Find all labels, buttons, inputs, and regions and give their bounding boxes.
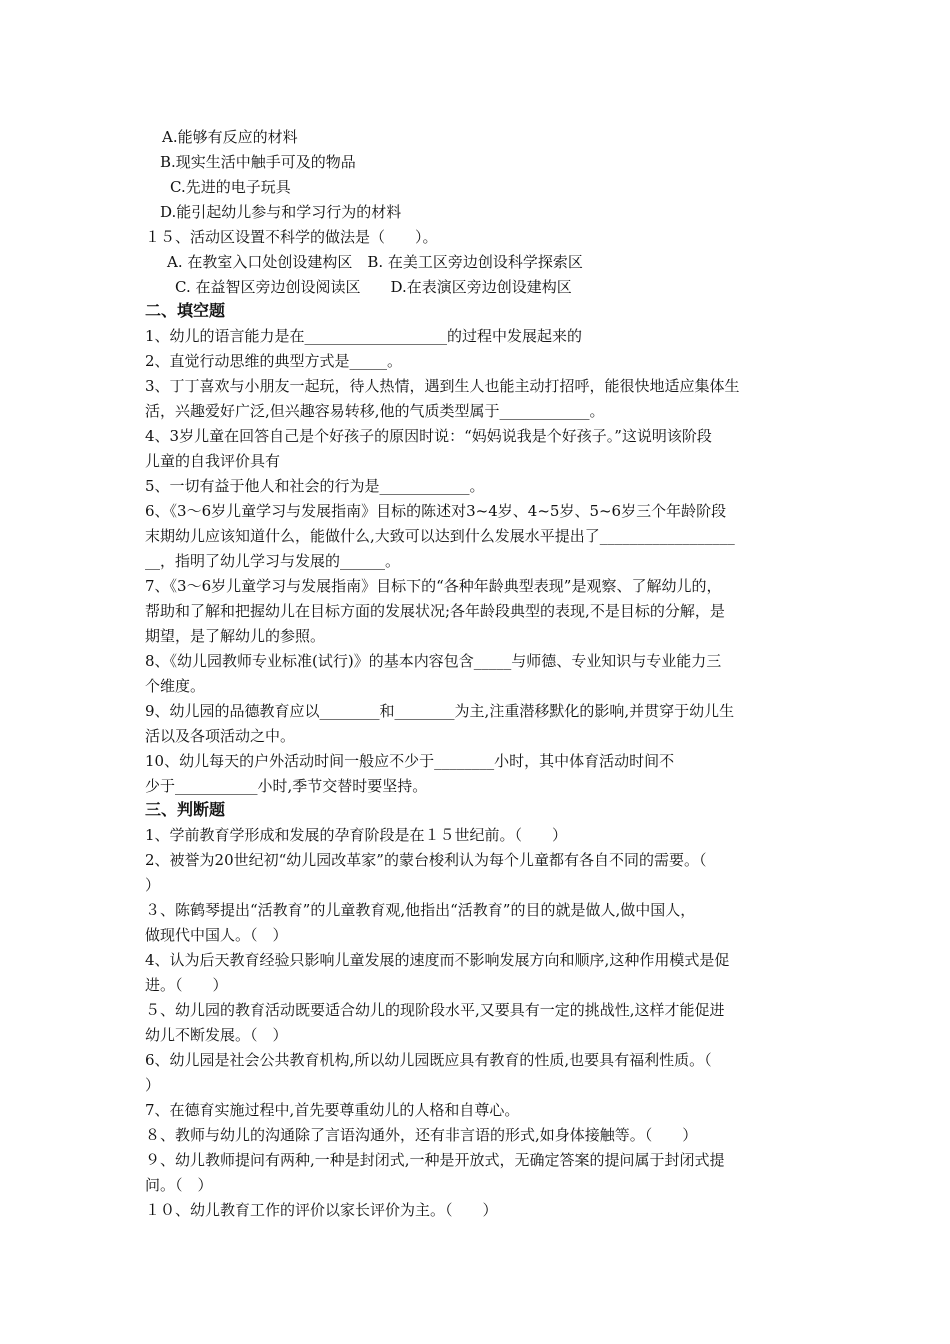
section-heading-fill-in: 二、填空题 (145, 301, 226, 320)
true-false-line: １０、幼儿教育工作的评价以家长评价为主。（ ） (145, 1201, 498, 1219)
fill-in-line: 儿童的自我评价具有 (145, 452, 281, 470)
fill-in-line: 1、幼儿的语言能力是在___________________的过程中发展起来的 (145, 327, 583, 345)
true-false-line: 幼儿不断发展。（ ） (145, 1026, 288, 1044)
fill-in-line: 9、幼儿园的品德教育应以________和________为主,注重潜移默化的影响,并贯穿于幼儿生 (145, 702, 735, 720)
true-false-line: 问。（ ） (145, 1176, 213, 1194)
true-false-line: ） (145, 1076, 161, 1094)
fill-in-line: 5、一切有益于他人和社会的行为是____________。 (145, 477, 485, 495)
q15-options-row-1: A. 在教室入口处创设建构区 B. 在美工区旁边创设科学探索区 (167, 253, 583, 271)
true-false-line: ８、教师与幼儿的沟通除了言语沟通外，还有非言语的形式,如身体接触等。（ ） (145, 1126, 698, 1144)
true-false-line: ５、幼儿园的教育活动既要适合幼儿的现阶段水平,又要具有一定的挑战性,这样才能促进 (145, 1001, 725, 1019)
true-false-line: ９、幼儿教师提问有两种,一种是封闭式,一种是开放式，无确定答案的提问属于封闭式提 (145, 1151, 725, 1169)
q14-option-a: A.能够有反应的材料 (162, 128, 298, 146)
fill-in-line: 个维度。 (145, 677, 206, 695)
q15-question: １５、活动区设置不科学的做法是（ ）。 (145, 228, 438, 246)
fill-in-line: 4、3岁儿童在回答自己是个好孩子的原因时说：“妈妈说我是个好孩子。”这说明该阶段 (145, 427, 712, 445)
fill-in-line: 6、《3～6岁儿童学习与发展指南》目标的陈述对3~4岁、4~5岁、5~6岁三个年龄阶段 (145, 502, 727, 520)
fill-in-line: 10、幼儿每天的户外活动时间一般应不少于________小时，其中体育活动时间不 (145, 752, 675, 770)
fill-in-line: 末期幼儿应该知道什么，能做什么,大致可以达到什么发展水平提出了__________________ (145, 527, 735, 545)
fill-in-line: __，指明了幼儿学习与发展的______。 (145, 552, 401, 570)
true-false-line: 做现代中国人。（ ） (145, 926, 288, 944)
fill-in-line: 8、《幼儿园教师专业标准(试行)》的基本内容包含_____与师德、专业知识与专业能力三 (145, 652, 722, 670)
fill-in-line: 期望，是了解幼儿的参照。 (145, 627, 326, 645)
fill-in-line: 3、丁丁喜欢与小朋友一起玩，待人热情，遇到生人也能主动打招呼，能很快地适应集体生 (145, 377, 740, 395)
section-heading-true-false: 三、判断题 (145, 800, 226, 819)
true-false-line: 进。（ ） (145, 976, 228, 994)
true-false-line: 7、在德育实施过程中,首先要尊重幼儿的人格和自尊心。 (145, 1101, 520, 1119)
true-false-line: 2、被誉为20世纪初“幼儿园改革家”的蒙台梭利认为每个儿童都有各自不同的需要。（ (145, 851, 707, 869)
true-false-line: ３、陈鹤琴提出“活教育”的儿童教育观,他指出“活教育”的目的就是做人,做中国人， (145, 901, 696, 919)
q14-option-b: B.现实生活中触手可及的物品 (160, 153, 356, 171)
q14-option-c: C.先进的电子玩具 (170, 178, 291, 196)
q14-option-d: D.能引起幼儿参与和学习行为的材料 (160, 203, 402, 221)
true-false-line: 6、幼儿园是社会公共教育机构,所以幼儿园既应具有教育的性质,也要具有福利性质。（ (145, 1051, 712, 1069)
fill-in-line: 2、直觉行动思维的典型方式是_____。 (145, 352, 403, 370)
true-false-line: ） (145, 876, 161, 894)
fill-in-line: 活以及各项活动之中。 (145, 727, 296, 745)
fill-in-line: 少于___________小时,季节交替时要坚持。 (145, 777, 428, 795)
fill-in-line: 7、《3～6岁儿童学习与发展指南》目标下的“各种年龄典型表现”是观察、了解幼儿的， (145, 577, 722, 595)
true-false-line: 4、认为后天教育经验只影响儿童发展的速度而不影响发展方向和顺序,这种作用模式是促 (145, 951, 730, 969)
true-false-line: 1、学前教育学形成和发展的孕育阶段是在１５世纪前。（ ） (145, 826, 568, 844)
fill-in-line: 帮助和了解和把握幼儿在目标方面的发展状况;各年龄段典型的表现,不是目标的分解，是 (145, 602, 725, 620)
fill-in-line: 活，兴趣爱好广泛,但兴趣容易转移,他的气质类型属于____________。 (145, 402, 605, 420)
q15-options-row-2: C. 在益智区旁边创设阅读区 D.在表演区旁边创设建构区 (175, 278, 572, 296)
